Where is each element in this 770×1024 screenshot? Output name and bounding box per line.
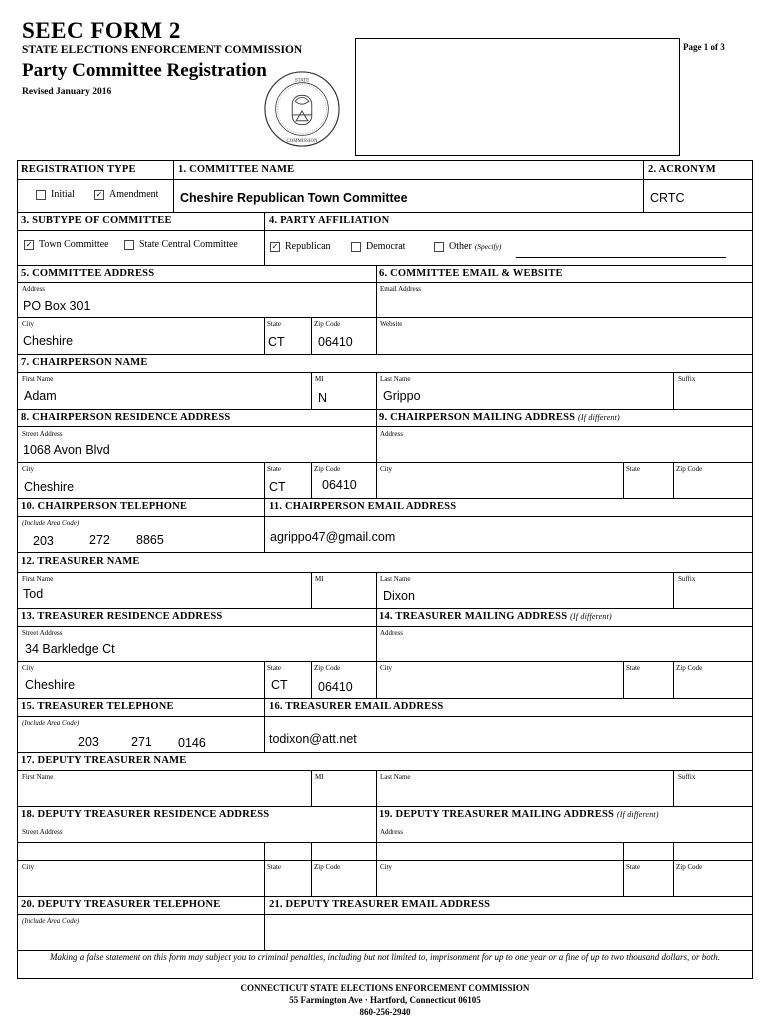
acronym-heading: 2. ACRONYM [648,164,716,175]
chair-first-name-field[interactable]: Adam [24,389,57,403]
chair-phone-prefix-field[interactable]: 272 [89,533,110,547]
checkbox-box [434,242,444,252]
treasurer-phone-prefix-field[interactable]: 271 [131,735,152,749]
checkbox-checked: ✓ [95,189,103,199]
city-label: City [22,465,35,473]
chair-telephone-heading: 10. CHAIRPERSON TELEPHONE [21,501,188,512]
mail-zip-label: Zip Code [676,863,703,871]
mi-label: MI [315,773,324,781]
street-address-label: Street Address [22,629,63,637]
treasurer-telephone-heading: 15. TREASURER TELEPHONE [21,701,174,712]
other-specify-line[interactable] [516,257,726,258]
committee-state-field[interactable]: CT [268,335,285,349]
chair-state-field[interactable]: CT [269,480,286,494]
state-central-label: State Central Committee [139,239,238,250]
initial-label: Initial [51,189,75,200]
chair-phone-line-field[interactable]: 8865 [136,533,164,547]
deputy-residence-heading: 18. DEPUTY TREASURER RESIDENCE ADDRESS [21,809,270,820]
street-address-label: Street Address [22,430,63,438]
first-name-label: First Name [22,575,54,583]
mail-city-label: City [380,465,393,473]
page-number: Page 1 of 3 [683,42,725,52]
chair-last-name-field[interactable]: Grippo [383,389,421,403]
committee-zip-field[interactable]: 06410 [318,335,353,349]
zip-label: Zip Code [314,465,341,473]
checkbox-checked: ✓ [25,239,33,249]
mail-state-label: State [626,465,640,473]
treasurer-state-field[interactable]: CT [271,678,288,692]
false-statement-warning: Making a false statement on this form may subject you to criminal penalties, including but not limited to, imprisonment for up to one year or a fine of up to two thousand dollars, or both. [50,952,720,962]
area-code-note: (Include Area Code) [22,719,80,727]
area-code-note: (Include Area Code) [22,917,80,925]
treasurer-city-field[interactable]: Cheshire [25,678,76,692]
registration-form [17,160,753,979]
amendment-label: Amendment [109,189,159,200]
state-central-checkbox[interactable] [124,239,238,250]
mi-label: MI [315,575,324,583]
chairperson-name-heading: 7. CHAIRPERSON NAME [21,357,148,368]
deputy-email-heading: 21. DEPUTY TREASURER EMAIL ADDRESS [269,899,491,910]
chair-mailing-title: 9. CHAIRPERSON MAILING ADDRESS [379,412,576,423]
amendment-checkbox[interactable] [94,189,158,200]
agency-name: STATE ELECTIONS ENFORCEMENT COMMISSION [22,44,303,56]
address-label: Address [380,629,403,637]
treasurer-last-name-field[interactable]: Dixon [383,589,415,603]
committee-city-field[interactable]: Cheshire [23,334,74,348]
email-label: Email Address [380,285,422,293]
committee-address-field[interactable]: PO Box 301 [23,299,91,313]
initial-checkbox[interactable] [36,189,75,200]
suffix-label: Suffix [678,773,696,781]
committee-email-heading: 6. COMMITTEE EMAIL & WEBSITE [379,268,563,279]
treasurer-email-field[interactable]: todixon@att.net [269,732,357,746]
treasurer-area-code-field[interactable]: 203 [78,735,99,749]
chair-street-field[interactable]: 1068 Avon Blvd [23,443,110,457]
form-title: SEEC FORM 2 [22,18,181,43]
form-name: Party Committee Registration [22,60,267,81]
mail-city-label: City [380,863,393,871]
svg-text:COMMISSION: COMMISSION [286,139,318,145]
state-label: State [267,863,281,871]
democrat-checkbox[interactable] [351,241,405,252]
footer-phone: 860-256-2940 [359,1007,411,1017]
address-label: Address [22,285,45,293]
state-label: State [267,465,281,473]
treasurer-name-heading: 12. TREASURER NAME [21,556,140,567]
chair-email-field[interactable]: agrippo47@gmail.com [270,530,396,544]
deputy-telephone-heading: 20. DEPUTY TREASURER TELEPHONE [21,899,221,910]
treasurer-mailing-heading [379,611,612,622]
if-different-note: (If different) [616,810,659,819]
stamp-box [355,38,680,156]
checkbox-box [124,240,134,250]
last-name-label: Last Name [380,773,411,781]
address-label: Address [380,828,403,836]
state-label: State [267,320,281,328]
checkbox-box [36,190,46,200]
other-checkbox[interactable] [434,241,501,252]
committee-address-heading: 5. COMMITTEE ADDRESS [21,268,155,279]
area-code-note: (Include Area Code) [22,519,80,527]
if-different-note: (If different) [570,612,612,621]
last-name-label: Last Name [380,575,411,583]
suffix-label: Suffix [678,575,696,583]
party-affiliation-heading: 4. PARTY AFFILIATION [269,215,390,226]
zip-label: Zip Code [314,863,341,871]
footer-address: 55 Farmington Ave · Hartford, Connecticut 06105 [289,995,481,1005]
treasurer-mailing-title: 14. TREASURER MAILING ADDRESS [379,611,568,622]
address-label: Address [380,430,403,438]
mail-zip-label: Zip Code [676,465,703,473]
checkbox-checked: ✓ [271,241,279,251]
mail-zip-label: Zip Code [676,664,703,672]
city-label: City [22,664,35,672]
acronym-field[interactable]: CRTC [650,191,685,205]
mail-state-label: State [626,664,640,672]
last-name-label: Last Name [380,375,411,383]
mail-city-label: City [380,664,393,672]
treasurer-phone-line-field[interactable]: 0146 [178,736,206,750]
chair-zip-field[interactable]: 06410 [322,478,357,492]
republican-checkbox[interactable] [270,241,331,252]
subtype-heading: 3. SUBTYPE OF COMMITTEE [21,215,172,226]
mi-label: MI [315,375,324,383]
treasurer-email-heading: 16. TREASURER EMAIL ADDRESS [269,701,444,712]
chair-mailing-heading [379,412,620,423]
checkbox-box [351,242,361,252]
city-label: City [22,863,35,871]
deputy-name-heading: 17. DEPUTY TREASURER NAME [21,755,187,766]
registration-type-heading: REGISTRATION TYPE [21,164,136,175]
state-label: State [267,664,281,672]
first-name-label: First Name [22,773,54,781]
suffix-label: Suffix [678,375,696,383]
other-label: Other [449,241,472,252]
democrat-label: Democrat [366,241,406,252]
committee-name-heading: 1. COMMITTEE NAME [178,164,295,175]
revision-date: Revised January 2016 [22,87,112,97]
town-committee-label: Town Committee [39,239,109,250]
zip-label: Zip Code [314,664,341,672]
republican-label: Republican [285,241,331,252]
chair-residence-heading: 8. CHAIRPERSON RESIDENCE ADDRESS [21,412,231,423]
svg-text:STATE: STATE [294,78,310,84]
treasurer-residence-heading: 13. TREASURER RESIDENCE ADDRESS [21,611,223,622]
chair-area-code-field[interactable]: 203 [33,534,54,548]
zip-label: Zip Code [314,320,341,328]
state-seal-logo [263,70,341,148]
first-name-label: First Name [22,375,54,383]
committee-name-field[interactable]: Cheshire Republican Town Committee [180,191,408,205]
chair-mi-field[interactable]: N [318,391,328,405]
specify-label: (Specify) [474,242,502,251]
treasurer-first-name-field[interactable]: Tod [23,587,44,601]
treasurer-zip-field[interactable]: 06410 [318,680,353,694]
if-different-note: (If different) [578,413,620,422]
deputy-mailing-title: 19. DEPUTY TREASURER MAILING ADDRESS [379,809,615,820]
mail-state-label: State [626,863,640,871]
chair-city-field[interactable]: Cheshire [24,480,75,494]
city-label: City [22,320,35,328]
deputy-mailing-heading [379,809,659,820]
chair-email-heading: 11. CHAIRPERSON EMAIL ADDRESS [269,501,457,512]
treasurer-street-field[interactable]: 34 Barkledge Ct [25,642,115,656]
footer-agency: CONNECTICUT STATE ELECTIONS ENFORCEMENT COMMISSION [240,983,530,993]
street-address-label: Street Address [22,828,63,836]
website-label: Website [380,320,403,328]
town-committee-checkbox[interactable] [24,239,109,250]
